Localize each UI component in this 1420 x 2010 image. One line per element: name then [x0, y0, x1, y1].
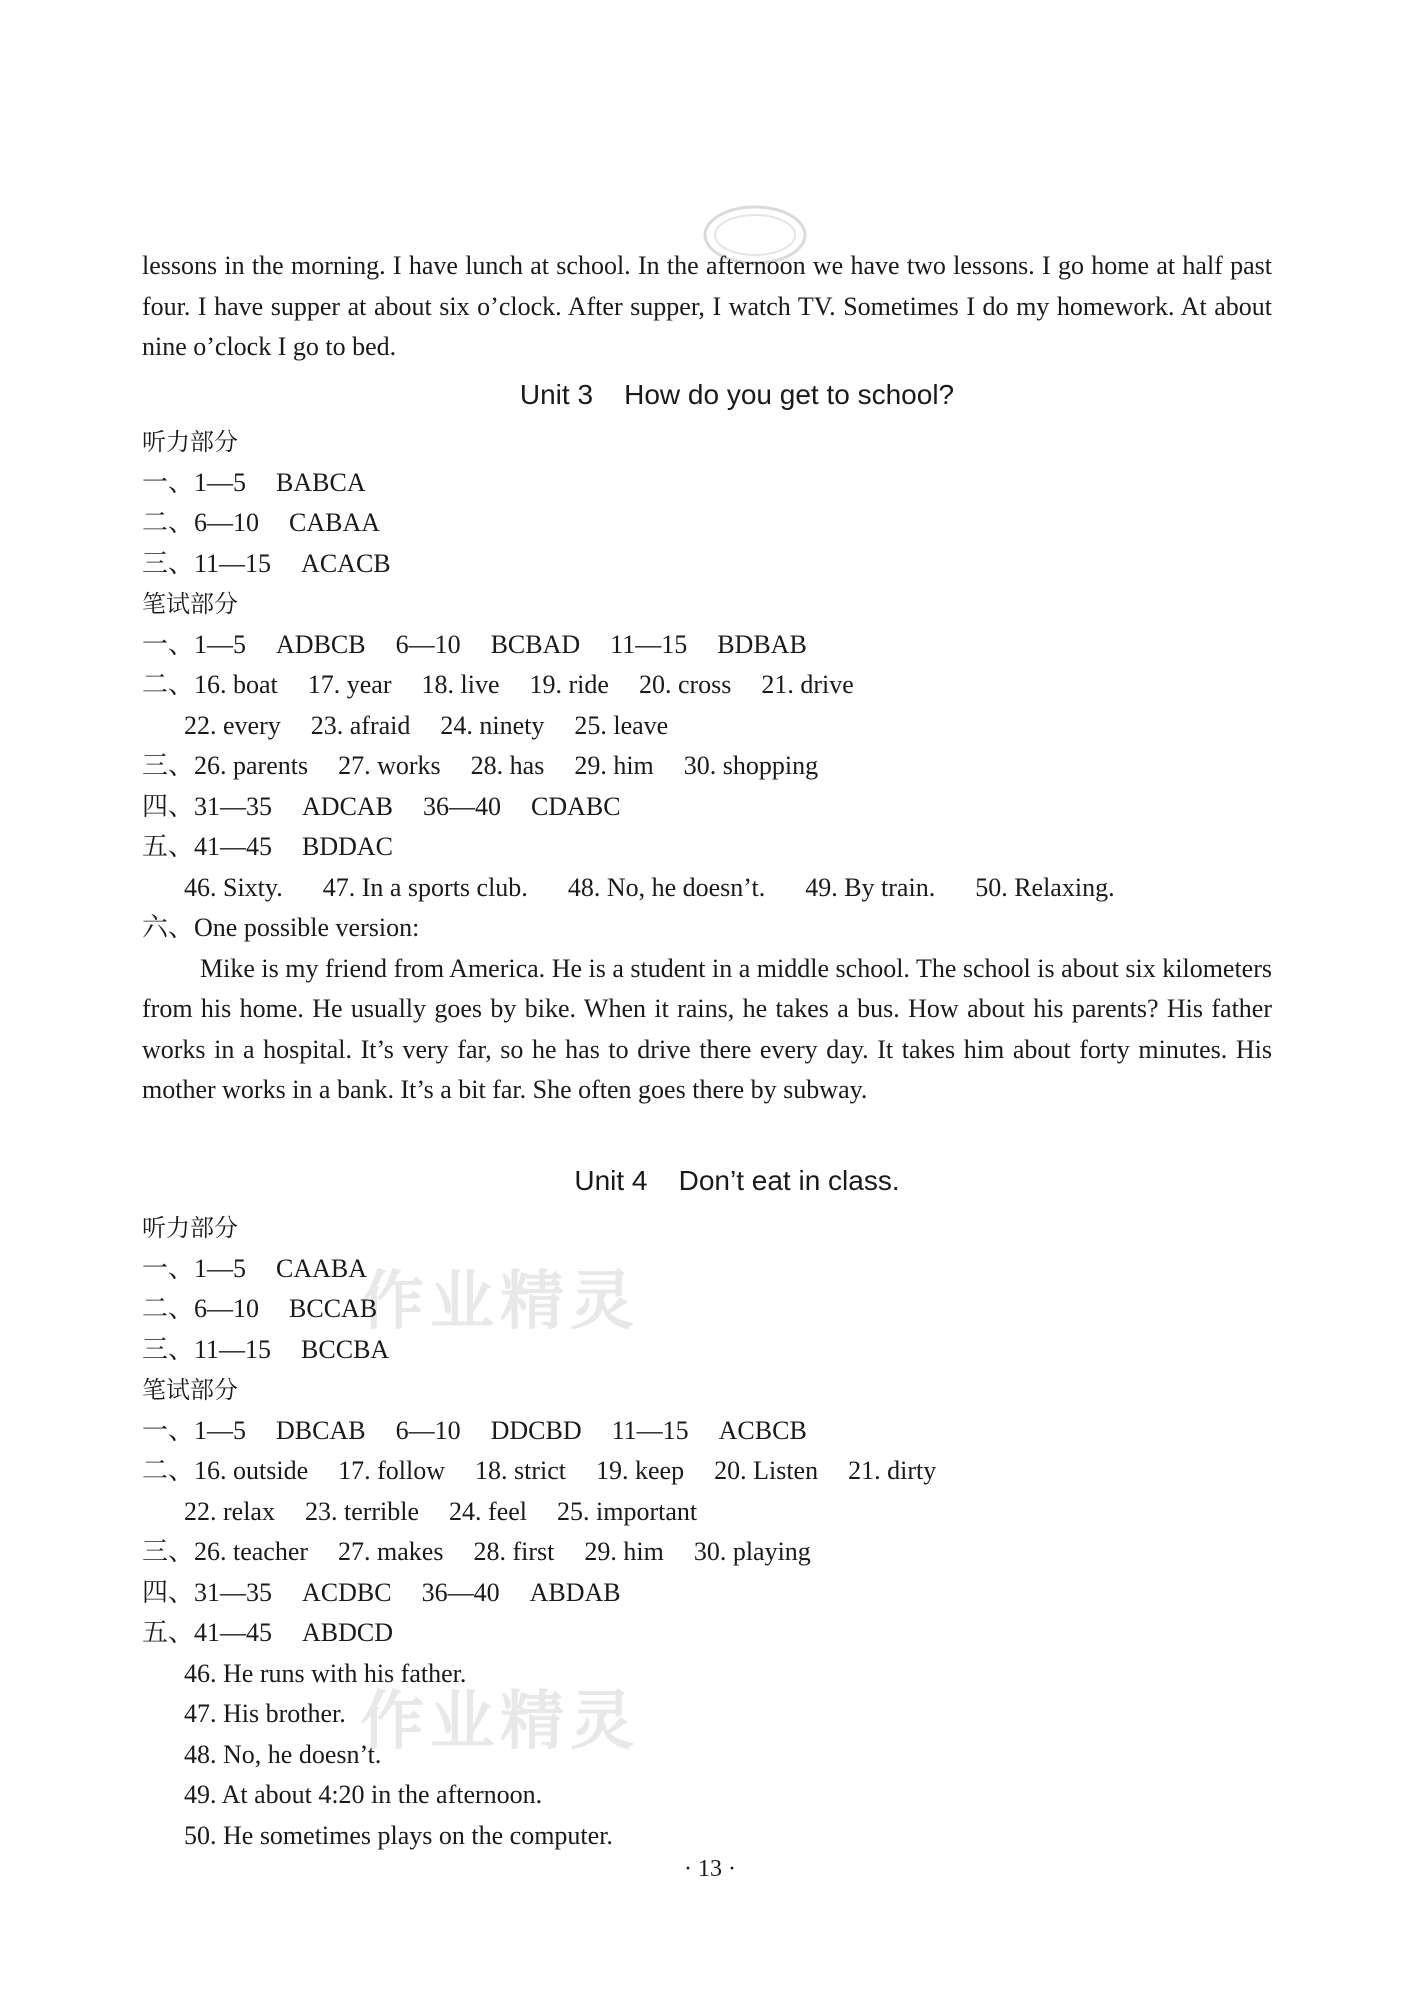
unit3-writing-part2: 二、16. boat 17. year 18. live 19. ride 20. cross 21. drive: [142, 670, 854, 699]
watermark-1: 作业精灵: [360, 1265, 640, 1339]
unit4-listening-heading: 听力部分: [142, 1214, 238, 1242]
unit4-title: Unit 4 Don’t eat in class.: [574, 1165, 900, 1196]
unit3-writing-part5: 五、41—45 BDDAC: [142, 832, 394, 861]
unit3-writing-part1: 一、1—5 ADBCB 6—10 BCBAD 11—15 BDBAB: [142, 629, 807, 659]
unit4-writing-heading: 笔试部分: [142, 1376, 238, 1404]
unit4-answer-50: 50. He sometimes plays on the computer.: [184, 1820, 613, 1850]
unit3-section: [142, 368, 1272, 1111]
unit4-writing-part2: 二、16. outside 17. follow 18. strict 19. keep 20. Listen 21. dirty: [142, 1456, 937, 1485]
unit3-writing-part5b: 46. Sixty. 47. In a sports club. 48. No, he doesn’t. 49. By train. 50. Relaxing.: [184, 872, 1115, 902]
intro-block: [142, 246, 1272, 368]
unit4-writing-part1: 一、1—5 DBCAB 6—10 DDCBD 11—15 ACBCB: [142, 1415, 807, 1445]
unit3-essay: Mike is my friend from America. He is a student in a middle school. The school is about six kilometers from his home. He usually goes by bike. When it rains, he takes a bus. How about his parents? His father works in a hospital. It’s very far, so he has to drive there every day. It takes him about forty minutes. His mother works in a bank. It’s a bit far. She often goes there by subway.: [142, 953, 1272, 1104]
unit4-writing-part5: 五、41—45 ABDCD: [142, 1618, 394, 1647]
unit3-listening-row: 一、1—5 BABCA: [142, 467, 366, 497]
intro-paragraph: lessons in the morning. I have lunch at school. In the afternoon we have two lessons. I go home at half past four. I have supper at about six o’clock. After supper, I watch TV. Sometimes I do my homework. At about nine o’clock I go to bed.: [142, 251, 1272, 361]
unit3-writing-heading: 笔试部分: [142, 590, 238, 618]
unit4-answer-46: 46. He runs with his father.: [184, 1658, 467, 1688]
watermark-2: 作业精灵: [360, 1685, 640, 1759]
unit3-title: Unit 3 How do you get to school?: [519, 379, 955, 410]
unit4-listening-row: 二、6—10 BCCAB: [142, 1294, 378, 1323]
unit4-answer-48: 48. No, he doesn’t.: [184, 1739, 382, 1769]
unit3-listening-heading: 听力部分: [142, 428, 238, 456]
unit4-writing-part4: 四、31—35 ACDBC 36—40 ABDAB: [142, 1577, 621, 1607]
unit3-writing-part6-label: 六、One possible version:: [142, 913, 420, 942]
unit4-listening-row: 三、11—15 BCCBA: [142, 1334, 390, 1364]
unit3-writing-part4: 四、31—35 ADCAB 36—40 CDABC: [142, 791, 621, 821]
unit3-listening-row: 二、6—10 CABAA: [142, 508, 381, 537]
unit4-answer-49: 49. At about 4:20 in the afternoon.: [184, 1780, 543, 1809]
page-number: · 13 ·: [684, 1856, 736, 1882]
unit3-writing-part2b: 22. every 23. afraid 24. ninety 25. leave: [184, 710, 669, 740]
unit4-listening-row: 一、1—5 CAABA: [142, 1253, 368, 1283]
unit4-writing-part2b: 22. relax 23. terrible 24. feel 25. important: [184, 1496, 698, 1526]
unit4-writing-part3: 三、26. teacher 27. makes 28. first 29. him 30. playing: [142, 1537, 811, 1566]
unit4-section: [142, 1154, 1272, 1856]
unit3-listening-row: 三、11—15 ACACB: [142, 548, 391, 578]
unit4-answer-47: 47. His brother.: [184, 1699, 346, 1728]
unit3-writing-part3: 三、26. parents 27. works 28. has 29. him 30. shopping: [142, 751, 819, 780]
